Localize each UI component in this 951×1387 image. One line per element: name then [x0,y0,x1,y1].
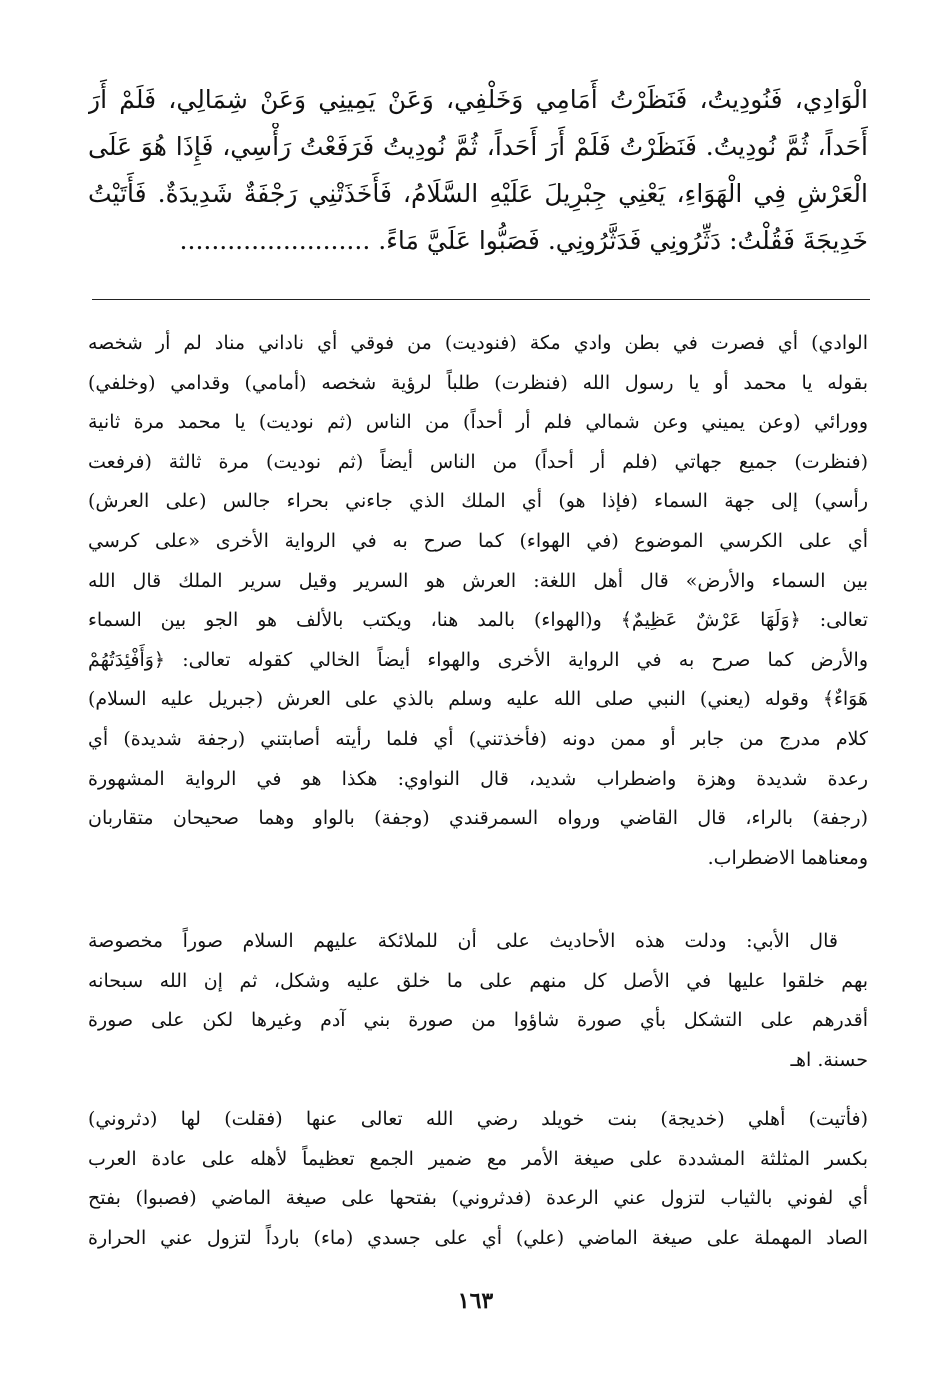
commentary-line: (فنظرت) جميع جهاتي (فلم أر أحداً) من الناس أيضاً (ثم نوديت) مرة ثالثة (فرفعت [88,450,868,473]
commentary-line: (رجفة) بالراء، قال القاضي ورواه السمرقندي (وجفة) بالواو وهما صحيحان متقاربان [88,807,868,830]
hadith-line: أَحَداً، ثُمَّ نُودِيتُ. فَنَظَرْتُ فَلَمْ أَرَ أَحَداً، ثُمَّ نُودِيتُ فَرَفَعْتُ رَأْسِي، فَإِذَا هُوَ عَلَى [88,132,868,161]
commentary-line: ومعناهما الاضطراب. [707,846,868,869]
commentary-line: وورائي (وعن يميني وعن شمالي فلم أر أحداً) من الناس (ثم نوديت) يا محمد مرة ثانية [88,411,868,434]
commentary-line: رعدة شديدة وهزة واضطراب شديد، قال النواوي: هكذا هو في الرواية المشهورة [88,767,868,790]
commentary-line: تعالى: ﴿وَلَهَا عَرْشٌ عَظِيمٌ﴾ و(الهواء) بالمد هنا، ويكتب بالألف هو الجو بين السماء [88,609,868,632]
commentary-paragraph-3 [88,1100,868,1258]
commentary-paragraph-2 [88,922,868,1080]
commentary-line: أقدرهم على التشكل بأي صورة شاؤوا من صورة بني آدم وغيرها لكن على صورة [88,1009,868,1032]
commentary-line: بقوله يا محمد أو يا رسول الله (فنظرت) طلباً لرؤية شخصه (أمامي) وقدامي (وخلفي) [88,371,868,394]
commentary-line: رأسي) إلى جهة السماء (فإذا هو) أي الملك الذي جاءني بحراء جالس (على العرش) [88,490,868,513]
commentary-line: والأرض كما صرح به في الرواية الأخرى والهواء أيضاً الخالي كقوله تعالى: ﴿وَأَفْئِدَتُهُمْ [88,648,868,671]
commentary-line: الصاد المهملة على صيغة الماضي (علي) أي على جسدي (ماء) بارداً لتزول عني الحرارة [88,1226,868,1249]
hadith-line: خَدِيجَةَ فَقُلْتُ: دَثِّرُونِي فَدَثَّرُونِي. فَصَبُّوا عَلَيَّ مَاءً. ........................ [179,226,868,255]
hadith-line: الْوَادِي، فَنُودِيتُ، فَنَظَرْتُ أَمَامِي وَخَلْفِي، وَعَنْ يَمِينِي وَعَنْ شِمَالِي، فَلَمْ أَرَ [88,85,868,114]
commentary-line: كلام مدرج من جابر أو ممن دونه (فأخذتني) أي فلما رأيته أصابتني (رجفة شديدة) أي [88,727,868,750]
hadith-text [88,76,868,264]
commentary-paragraph-1 [88,324,868,878]
commentary-line: حسنة. اهـ [790,1048,868,1071]
commentary-line: الوادي) أي فصرت في بطن وادي مكة (فنوديت) من فوقي أي ناداني مناد لم أر شخصه [88,332,868,354]
commentary-line: بهم خلقوا عليها في الأصل كل منهم على ما خلق عليه وشكل، ثم إن الله سبحانه [88,969,868,992]
page-number: ١٦٣ [457,1288,494,1314]
commentary-line: بكسر المثلثة المشددة على صيغة الأمر مع ضمير الجمع تعظيماً لأهله على عادة العرب [88,1147,868,1170]
commentary-line: بين السماء والأرض» قال أهل اللغة: العرش هو السرير وقيل سرير الملك قال الله [88,569,868,592]
hadith-line: الْعَرْشِ فِي الْهَوَاءِ، يَعْنِي جِبْرِيلَ عَلَيْهِ السَّلَامُ، فَأَخَذَتْنِي رَجْفَةٌ شَدِيدَةٌ. فَأَتَيْتُ [88,179,868,208]
commentary-line: أي على الكرسي الموضوع (في الهواء) كما صرح به في الرواية الأخرى «على كرسي [88,529,868,552]
commentary-line: (فأتيت) أهلي (خديجة) بنت خويلد رضي الله تعالى عنها (فقلت) لها (دثروني) [88,1108,868,1130]
commentary-line: قال الأبي: ودلت هذه الأحاديث على أن للملائكة عليهم السلام صوراً مخصوصة [88,930,838,952]
commentary-line: أي لفوني بالثياب لتزول عني الرعدة (فدثروني) بفتحها على صيغة الماضي (فصبوا) بفتح [88,1187,868,1210]
footnote-separator [92,299,870,300]
commentary-line: هَوَاءٌ﴾ وقوله (يعني) النبي صلى الله عليه وسلم بالذي على العرش (جبريل عليه السلام) [88,688,868,711]
